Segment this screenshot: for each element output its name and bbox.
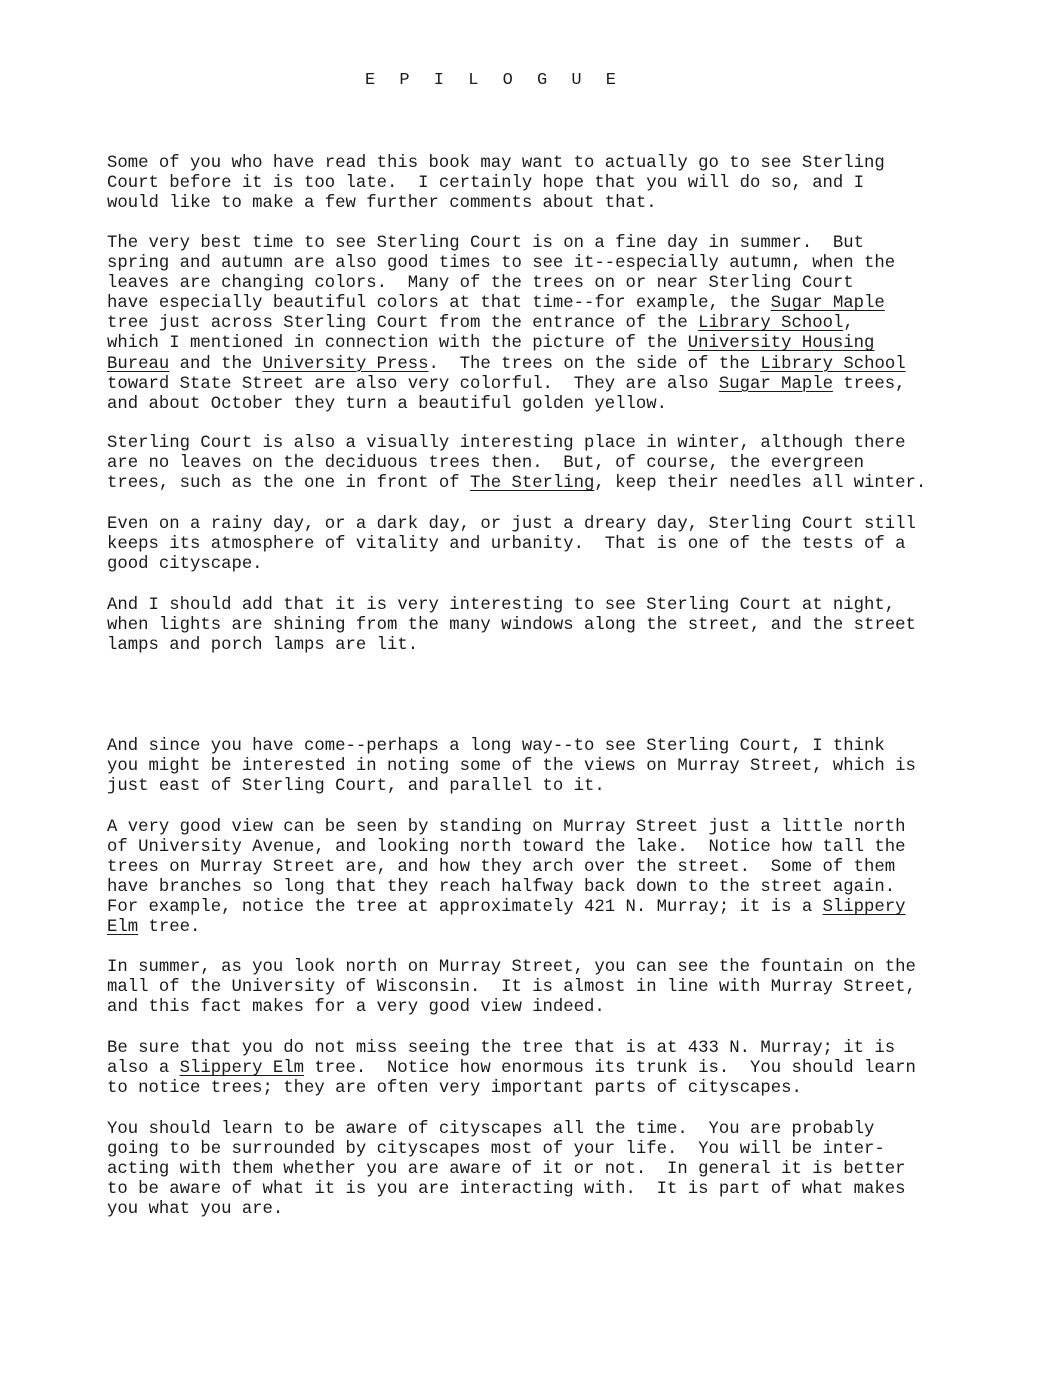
underlined-term: Library School	[698, 314, 844, 334]
text-run: lamps and porch lamps are lit.	[107, 636, 419, 656]
text-run: , keep their needles all winter.	[594, 474, 927, 494]
text-run: keeps its atmosphere of vitality and urbanity. That is one of the tests of a	[107, 535, 906, 555]
underlined-term: Slippery	[822, 898, 906, 918]
text-run: toward State Street are also very colorful. They are also	[107, 374, 719, 394]
text-run: of University Avenue, and looking north toward the lake. Notice how tall the	[107, 838, 906, 858]
underlined-term: Elm	[107, 918, 139, 938]
underlined-term: Slippery Elm	[179, 1059, 305, 1079]
text-run: have especially beautiful colors at that time--for example, the	[107, 294, 771, 314]
paragraph	[107, 434, 987, 494]
text-run: leaves are changing colors. Many of the trees on or near Sterling Court	[107, 274, 854, 294]
paragraph	[107, 596, 987, 656]
text-run: just east of Sterling Court, and parallel to it.	[107, 777, 605, 797]
underlined-term: Sugar Maple	[770, 294, 885, 314]
underlined-term: The Sterling	[469, 474, 595, 494]
text-run: also a	[107, 1059, 180, 1079]
underlined-term: Bureau	[107, 354, 170, 374]
paragraph	[107, 737, 987, 797]
text-run: trees on Murray Street are, and how they arch over the street. Some of them	[107, 858, 896, 878]
text-run: Some of you who have read this book may want to actually go to see Sterling	[107, 154, 885, 173]
text-run: and about October they turn a beautiful golden yellow.	[107, 394, 668, 414]
text-run: For example, notice the tree at approximately 421 N. Murray; it is a	[107, 898, 823, 918]
paragraph	[107, 154, 987, 214]
paragraph	[107, 958, 987, 1018]
text-run: trees, such as the one in front of	[107, 474, 470, 494]
text-run: going to be surrounded by cityscapes most of your life. You will be inter-	[107, 1140, 885, 1160]
text-run: And I should add that it is very interesting to see Sterling Court at night,	[107, 596, 896, 615]
text-run: which I mentioned in connection with the picture of the	[107, 334, 688, 354]
text-run: You should learn to be aware of cityscapes all the time. You are probably	[107, 1120, 875, 1139]
text-run: Even on a rainy day, or a dark day, or just a dreary day, Sterling Court still	[107, 515, 916, 534]
text-run: In summer, as you look north on Murray Street, you can see the fountain on the	[107, 958, 916, 977]
text-run: have branches so long that they reach halfway back down to the street again.	[107, 878, 896, 898]
text-run: tree.	[138, 918, 201, 938]
text-run: are no leaves on the deciduous trees then. But, of course, the evergreen	[107, 454, 865, 474]
text-run: you might be interested in noting some of the views on Murray Street, which is	[107, 757, 916, 777]
text-run: And since you have come--perhaps a long way--to see Sterling Court, I think	[107, 737, 885, 756]
text-run: trees,	[832, 374, 906, 394]
underlined-term: Library School	[760, 354, 906, 374]
text-run: Sterling Court is also a visually interesting place in winter, although there	[107, 434, 906, 453]
text-run: to notice trees; they are often very important parts of cityscapes.	[107, 1079, 802, 1099]
text-run: mall of the University of Wisconsin. It is almost in line with Murray Street,	[107, 978, 916, 998]
text-run: spring and autumn are also good times to see it--especially autumn, when the	[107, 254, 896, 274]
underlined-term: Sugar Maple	[718, 374, 833, 394]
paragraph	[107, 515, 987, 575]
paragraph	[107, 234, 987, 415]
text-run: would like to make a few further comments about that.	[107, 194, 657, 214]
text-run: and the	[169, 354, 263, 374]
text-run: good cityscape.	[107, 555, 263, 575]
page-title: E P I L O G U E	[364, 71, 624, 90]
text-run: tree. Notice how enormous its trunk is. You should learn	[304, 1059, 916, 1079]
text-run: Be sure that you do not miss seeing the tree that is at 433 N. Murray; it is	[107, 1039, 896, 1058]
underlined-term: University Housing	[687, 334, 875, 354]
text-run: you what you are.	[107, 1200, 284, 1220]
paragraph	[107, 818, 987, 939]
text-run: The very best time to see Sterling Court is on a fine day in summer. But	[107, 234, 865, 253]
text-run: . The trees on the side of the	[428, 354, 761, 374]
text-run: tree just across Sterling Court from the entrance of the	[107, 314, 699, 334]
text-run: to be aware of what it is you are interacting with. It is part of what makes	[107, 1180, 906, 1200]
text-run: and this fact makes for a very good view indeed.	[107, 998, 605, 1018]
paragraph	[107, 1120, 987, 1220]
underlined-term: University Press	[262, 354, 429, 374]
paragraph	[107, 1039, 987, 1099]
text-run: when lights are shining from the many windows along the street, and the street	[107, 616, 916, 636]
text-run: acting with them whether you are aware of it or not. In general it is better	[107, 1160, 906, 1180]
text-run: A very good view can be seen by standing on Murray Street just a little north	[107, 818, 906, 837]
text-run: ,	[843, 314, 854, 334]
text-run: Court before it is too late. I certainly hope that you will do so, and I	[107, 174, 865, 194]
